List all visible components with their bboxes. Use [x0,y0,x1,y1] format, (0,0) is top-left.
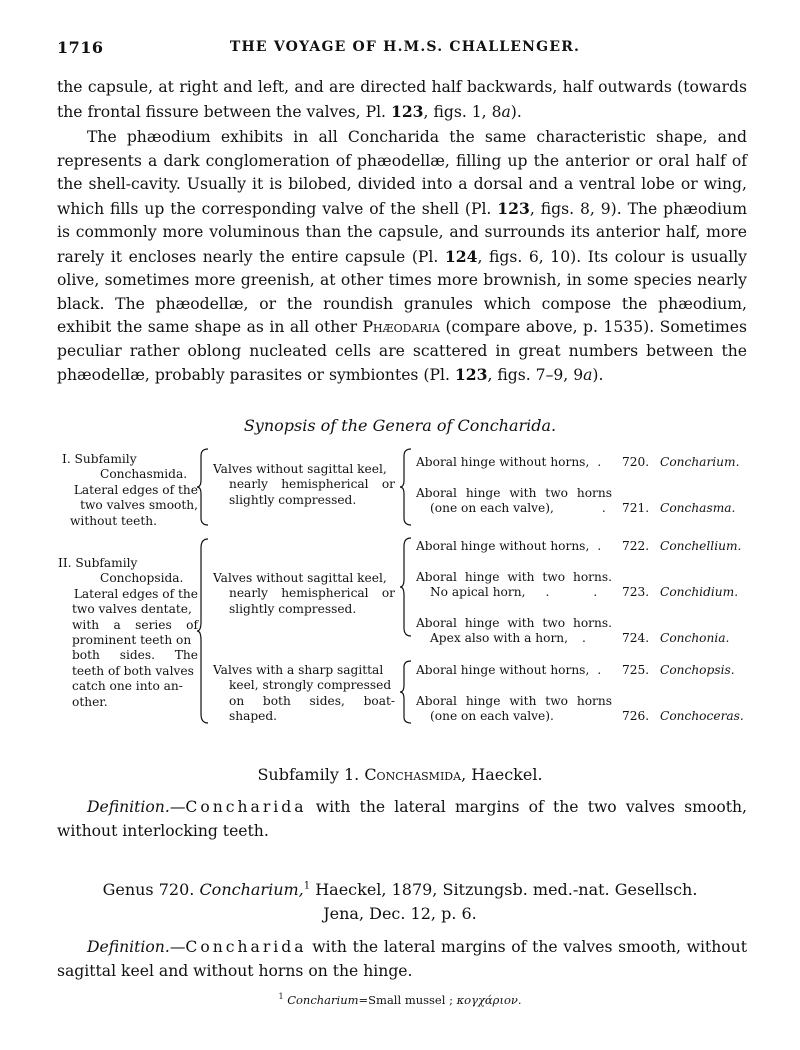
genus-name: Conchonia. [660,631,730,645]
subfamily-2-desc-line: Lateral edges of the [73,586,198,601]
genus-number: 722. [622,539,650,553]
genus-row-720: Aboral hinge without horns, . [416,455,602,469]
group-name: Concharida [185,798,307,816]
genus-row-726 [416,694,612,725]
subfamily-2-desc-line: catch one into an- [72,679,183,694]
definition-dash: — [169,798,186,816]
footnote [0,992,800,1007]
genus-row-722: Aboral hinge without horns, . [416,539,602,553]
group-name: Concharida [185,938,307,956]
subfamily-heading-prefix: Subfamily 1. [257,765,365,784]
definition-1 [57,795,747,843]
valves-desc-line: keel, strongly compressed [229,678,392,693]
p1-text-a: the capsule, at right and left, and are directed half backwards, half outwards (towards the frontal fissure between the valves, Pl. [57,78,747,121]
valves-desc-line: slightly compressed. [229,601,357,616]
definition-label: Definition. [87,938,170,956]
genus-name: Conchopsis. [660,663,735,677]
p1-text-b: , figs. 1, 8 [423,102,502,121]
left-brace-icon [399,660,413,724]
p2-text-e: , figs. 7–9, 9 [487,366,584,384]
genus-row-725: Aboral hinge without horns, . [416,663,602,677]
genus-number: 720. [622,455,650,469]
footnote-text: =Small mussel ; [358,992,457,1007]
subfamily-2-desc-line: two valves dentate, [72,602,192,617]
subfamily-2-name: Conchopsida. [100,571,184,586]
plate-ref: 123 [390,101,424,121]
left-brace-icon [399,537,413,637]
genus-description: Aboral hinge without horns, [416,663,590,677]
left-brace-icon [196,538,210,724]
subfamily-2-desc-line: prominent teeth on [72,633,192,648]
paragraph-1 [57,76,747,124]
p2-italic: a [583,366,593,384]
subfamily-1-valves [213,462,395,508]
genus-description: Aboral hinge without horns, [416,539,590,553]
p1-italic: a [501,102,511,121]
valves-desc-line: shaped. [229,709,278,724]
valves-desc-line: Valves without sagittal keel, [213,571,387,585]
valves-desc-line: Valves without sagittal keel, [213,462,387,476]
footnote-number: 1 [278,992,284,1001]
genus-number: 721. [622,501,650,515]
genus-name: Concharium. [660,455,740,469]
footnote-term: Concharium [287,992,359,1007]
subfamily-2-block [58,556,198,710]
running-title: THE VOYAGE OF H.M.S. CHALLENGER. [229,39,581,55]
genus-row-721: Aboral hinge with two horns (one on each valve), . [416,486,612,516]
left-brace-icon [399,448,413,526]
subfamily-1-block [58,452,198,529]
left-brace-icon [196,448,210,526]
genus-description: (one on each valve), [430,501,554,516]
genus-description: (one on each valve). [430,709,554,724]
subfamily-heading-suffix: , Haeckel. [461,765,543,784]
genus-description: Aboral hinge with two horns [416,694,612,708]
genus-number: 725. [622,663,650,677]
subfamily-1-name: Conchasmida. [100,467,188,482]
genus-row-724: Aboral hinge with two horns. Apex also with a horn, . [416,616,612,646]
valves-desc-line: Valves with a sharp sagittal [213,663,384,677]
plate-ref: 124 [444,246,478,266]
page-number: 1716 [57,38,104,57]
small-caps-term: Phæodaria [362,318,440,336]
definition-dash: — [169,938,186,956]
genus-description: Aboral hinge without horns, [416,455,590,469]
subfamily-1-desc-line: without teeth. [70,513,157,528]
plate-ref: 123 [454,365,488,384]
genus-number: 726. [622,709,650,723]
valves-desc-line: slightly compressed. [229,492,357,507]
subfamily-1-desc-line: Lateral edges of the [73,482,198,497]
valves-desc-line: nearly hemispherical or [229,477,395,492]
genus-name: Conchidium. [660,585,739,599]
genus-description: Aboral hinge with two horns. [416,570,612,584]
valves-desc-line: on both sides, boat- [229,693,395,708]
running-header [57,38,753,62]
valves-desc-line: nearly hemispherical or [229,586,395,601]
p2-text-a: The phæodium exhibits in all Concharida the same characteristic shape, and represents a dark conglomeration of phæodellæ, filling up the anterior or oral half of the shell-cavity. Usually it is bilobed, divided into a dorsal and a ventral lobe or wing, which fills up the corresponding valve of the shell (Pl. [57,128,747,218]
genus-heading-line-2: Jena, Dec. 12, p. 6. [323,904,477,923]
p2-text-b: , figs. 8, 9). The phæodium is commonly more voluminous than the capsule, and surrounds its anterior half, more rarely it encloses nearly the entire capsule (Pl. [57,199,748,266]
genus-heading-line-1 [0,880,800,899]
subfamily-2-desc-line: with a series of [72,617,198,632]
definition-2 [57,935,747,983]
subfamily-2-group-1 [213,571,395,617]
genus-number: 724. [622,631,650,645]
subfamily-2-desc-line: both sides. The [72,648,198,663]
paragraph-2 [57,126,747,388]
subfamily-1-desc-line: two valves smooth, [80,498,198,513]
genus-name: Conchellium. [660,539,742,553]
p2-text-f: ). [592,366,604,384]
genus-description: Aboral hinge with two horns [416,486,612,500]
definition-text: with the lateral margins of the two valves smooth, without interlocking teeth. [57,798,747,840]
genus-prefix: Genus 720. [102,880,200,899]
subfamily-heading [0,765,800,784]
genus-description: No apical horn, [430,585,526,600]
subfamily-2-group-2 [213,663,395,725]
genus-description: Apex also with a horn, [430,631,569,646]
subfamily-2-numeral: II. Subfamily [58,556,138,570]
plate-ref: 123 [497,198,530,218]
footnote-marker: 1 [303,880,311,892]
genus-name: Conchasma. [660,501,736,515]
genus-number: 723. [622,585,650,599]
p2-text-c: , figs. 6, 10). Its colour is usually olive, sometimes more greenish, at other times more brownish, in some species nearly black. The phæodellæ, or the roundish granules which compose the phæodium, exhibit the same shape as in all other [57,247,747,336]
subfamily-heading-name: Conchasmida [364,765,462,784]
p1-text-c: ). [510,102,522,121]
subfamily-1-numeral: I. Subfamily [62,452,137,466]
synopsis-title: Synopsis of the Genera of Concharida. [243,416,557,435]
subfamily-2-desc-line: other. [72,694,108,709]
p2-text-d: (compare above, p. 1535). Sometimes peculiar rather oblong nucleated cells are scattered in great numbers between the phæodellæ, probably parasites or symbiontes (Pl. [57,318,747,384]
genus-citation: Haeckel, 1879, Sitzungsb. med.-nat. Gesellsch. [310,880,698,899]
genus-row-723: Aboral hinge with two horns. No apical horn, . . [416,570,612,600]
subfamily-2-desc-line: teeth of both valves [72,663,194,678]
footnote-greek: κογχάριον. [456,992,522,1007]
genus-description: Aboral hinge with two horns. [416,616,612,630]
definition-label: Definition. [87,798,170,816]
genus-title-name: Concharium, [199,880,304,899]
genus-name: Conchoceras. [660,709,744,723]
definition-text: with the lateral margins of the valves smooth, without sagittal keel and without horns on the hinge. [57,938,747,980]
